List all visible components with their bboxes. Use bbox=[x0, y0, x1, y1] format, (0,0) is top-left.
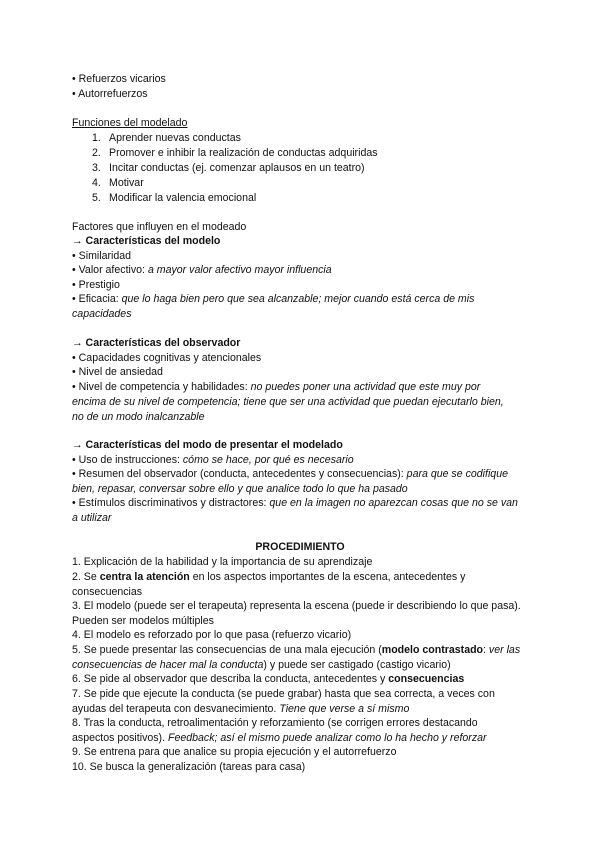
step-text: 6. Se pide al observador que describa la conducta, antecedentes y bbox=[72, 673, 389, 685]
step-text: : bbox=[483, 644, 489, 656]
bullet-note: que lo haga bien pero que sea alcanzable; mejor cuando está cerca de mis capacidades bbox=[72, 293, 475, 320]
bullet-note: a mayor valor afectivo mayor influencia bbox=[147, 264, 332, 276]
funciones-item bbox=[92, 191, 492, 206]
item-number: 2. bbox=[92, 147, 101, 159]
bullet-label: • Resumen del observador (conducta, antecedentes y consecuencias): bbox=[72, 468, 407, 480]
step-note: Feedback; así el mismo puede analizar como lo ha hecho y reforzar bbox=[167, 731, 487, 744]
bullet-label: • Uso de instrucciones: bbox=[72, 454, 183, 466]
bullet-note: que en la imagen no aparezcan cosas que no se van a utilizar bbox=[72, 497, 518, 524]
bullet-similaridad: • Similaridad bbox=[72, 250, 132, 262]
procedimiento-title: PROCEDIMIENTO bbox=[255, 541, 345, 553]
modo-heading: → Características del modo de presentar el modelado bbox=[72, 439, 343, 451]
item-number: 1. bbox=[92, 132, 101, 144]
bullet-label: • Valor afectivo: bbox=[72, 264, 148, 276]
bullet-capacidades: • Capacidades cognitivas y atencionales bbox=[72, 352, 262, 364]
item-text: Modificar la valencia emocional bbox=[109, 192, 257, 204]
item-text: Aprender nuevas conductas bbox=[109, 132, 241, 144]
bullet-autorrefuerzos: • Autorrefuerzos bbox=[72, 88, 148, 100]
bullet-note: para que se codifique bien, repasar, conversar sobre ello y que analice todo lo que ha pasado bbox=[72, 468, 508, 495]
step-2 bbox=[72, 570, 497, 600]
item-number: 4. bbox=[92, 177, 101, 189]
bullet-note: no puedes poner una actividad que este muy por encima de su nivel de competencia; tiene que ser una actividad que puedan ejecutarlo bien, no de un modo inalcanzable bbox=[72, 381, 504, 423]
bullet-estimulos bbox=[72, 496, 522, 526]
step-6 bbox=[72, 672, 542, 687]
item-text: Promover e inhibir la realización de conductas adquiridas bbox=[109, 147, 378, 159]
funciones-heading: Funciones del modelado bbox=[72, 117, 188, 129]
item-number: 3. bbox=[92, 162, 101, 174]
bullet-note: cómo se hace, por qué es necesario bbox=[182, 454, 354, 466]
bullet-ansiedad: • Nivel de ansiedad bbox=[72, 366, 163, 378]
observador-heading: → Características del observador bbox=[72, 337, 241, 349]
funciones-item bbox=[92, 146, 492, 161]
step-note: ver las consecuencias de hacer mal la conducta bbox=[72, 644, 521, 671]
factores-heading: Factores que influyen en el modeado bbox=[72, 221, 247, 233]
step-text: en los aspectos importantes de la escena, antecedentes y consecuencias bbox=[72, 571, 466, 598]
bullet-competencia bbox=[72, 380, 512, 424]
bullet-label: • Eficacia: bbox=[72, 293, 122, 305]
item-text: Motivar bbox=[109, 177, 144, 189]
step-emphasis: centra la atención bbox=[99, 571, 190, 583]
funciones-item bbox=[92, 176, 492, 191]
step-8 bbox=[72, 716, 512, 746]
step-text: 2. Se bbox=[72, 571, 100, 583]
bullet-eficacia bbox=[72, 292, 512, 322]
step-emphasis: consecuencias bbox=[388, 673, 465, 685]
bullet-refuerzos-vicarios: • Refuerzos vicarios bbox=[72, 73, 166, 85]
step-text: 5. Se puede presentar las consecuencias de una mala ejecución ( bbox=[72, 644, 382, 656]
bullet-prestigio: • Prestigio bbox=[72, 279, 120, 291]
step-text: 7. Se pide que ejecute la conducta (se puede grabar) hasta que sea correcta, a veces con ayudas del terapeuta con desvanecimiento. bbox=[72, 688, 495, 715]
step-3: 3. El modelo (puede ser el terapeuta) representa la escena (puede ir describiendo lo que pasa). Pueden ser modelos múltiples bbox=[72, 600, 521, 627]
step-9: 9. Se entrena para que analice su propia ejecución y el autorrefuerzo bbox=[72, 746, 397, 758]
funciones-item bbox=[92, 161, 492, 176]
funciones-item bbox=[92, 131, 492, 146]
step-7 bbox=[72, 687, 527, 717]
step-text: ) y puede ser castigado (castigo vicario) bbox=[263, 658, 451, 671]
step-text: 8. Tras la conducta, retroalimentación y reforzamiento (se corrigen errores destacando aspectos positivos). bbox=[72, 717, 478, 744]
step-4: 4. El modelo es reforzado por lo que pasa (refuerzo vicario) bbox=[72, 629, 352, 641]
step-1: 1. Explicación de la habilidad y la importancia de su aprendizaje bbox=[72, 556, 373, 568]
step-note: Tiene que verse a sí mismo bbox=[279, 702, 410, 715]
step-emphasis: modelo contrastado bbox=[381, 644, 484, 656]
modelo-heading: → Características del modelo bbox=[72, 235, 221, 247]
item-text: Incitar conductas (ej. comenzar aplausos en un teatro) bbox=[109, 162, 365, 174]
bullet-label: • Estímulos discriminativos y distractores: bbox=[72, 497, 270, 509]
bullet-valor-afectivo bbox=[72, 263, 542, 278]
item-number: 5. bbox=[92, 192, 101, 204]
bullet-instrucciones bbox=[72, 453, 542, 468]
step-10: 10. Se busca la generalización (tareas para casa) bbox=[72, 761, 306, 773]
step-5 bbox=[72, 643, 532, 673]
bullet-resumen bbox=[72, 467, 512, 497]
bullet-label: • Nivel de competencia y habilidades: bbox=[72, 381, 251, 393]
